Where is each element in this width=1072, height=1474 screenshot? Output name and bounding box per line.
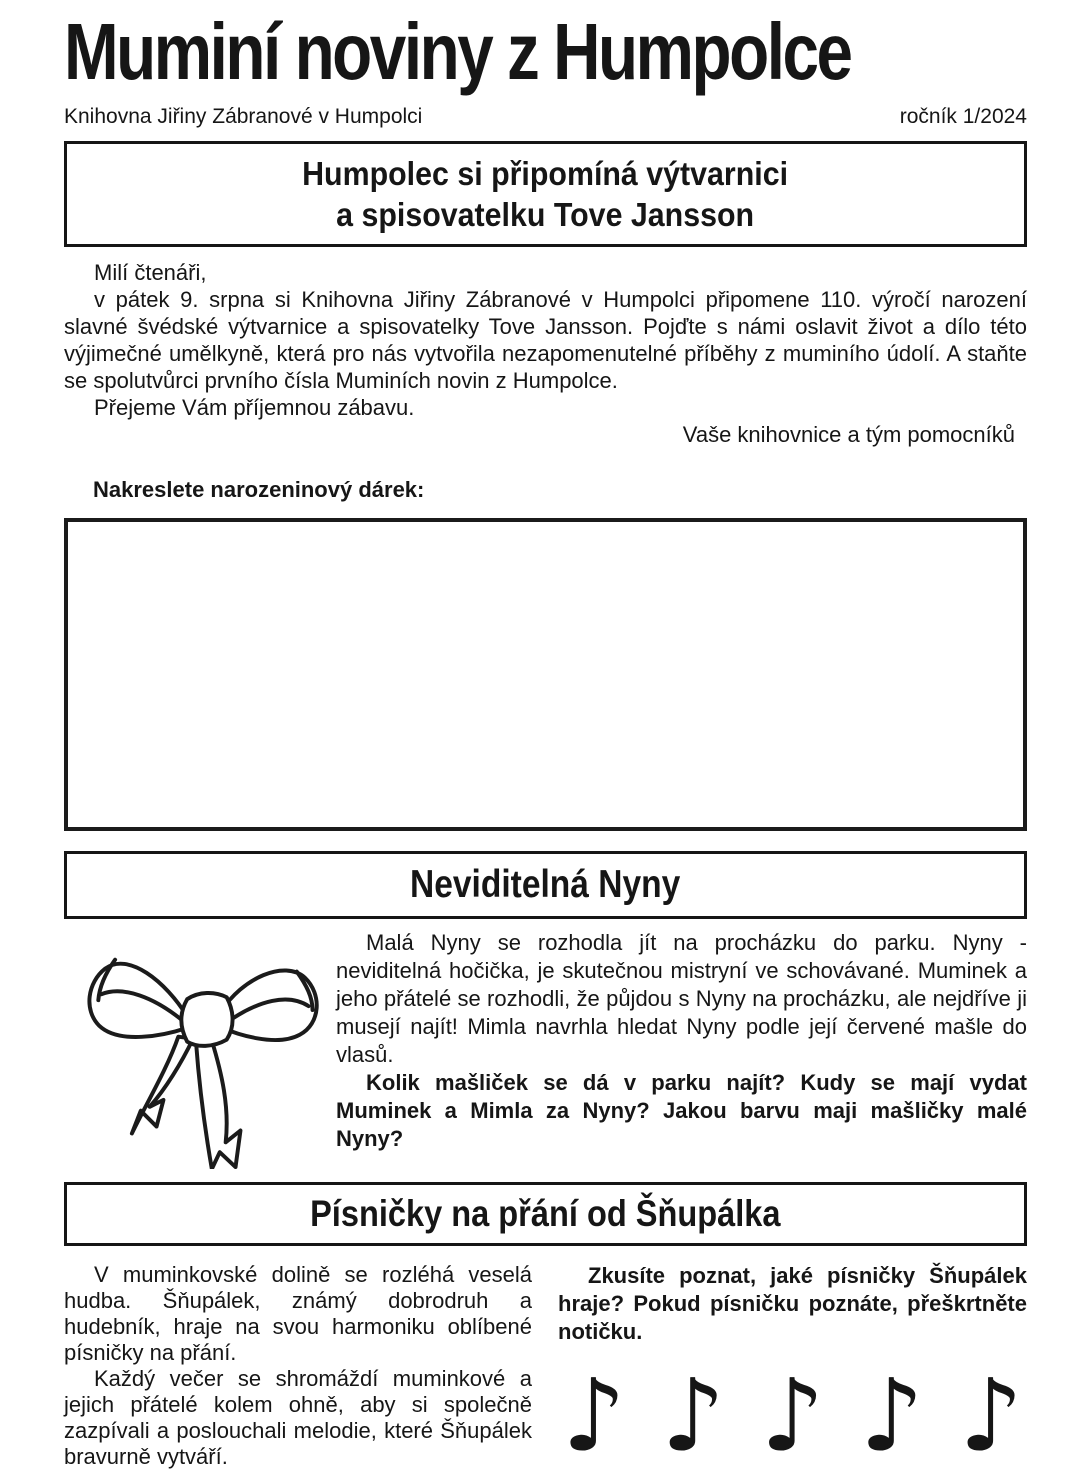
article3-columns	[64, 1262, 1027, 1474]
publisher-name: Knihovna Jiřiny Zábranové v Humpolci	[64, 105, 423, 128]
article1-closing: Přejeme Vám příjemnou zábavu.	[94, 395, 415, 420]
article2-headline-box	[64, 851, 1027, 919]
issue-number: ročník 1/2024	[899, 105, 1027, 128]
music-note-icon: ♪	[562, 1357, 626, 1474]
article3-headline: Písničky na přání od Šňupálka	[310, 1193, 781, 1234]
article3-question: Zkusíte poznat, jaké písničky Šňupálek hraje? Pokud písničku poznáte, přeškrtněte notičku.	[558, 1263, 1027, 1344]
article1-headline-line1: Humpolec si připomíná výtvarnici	[302, 155, 789, 192]
music-notes-row	[558, 1357, 1027, 1474]
article2-content	[64, 929, 1027, 1174]
masthead-subtitle-row	[64, 105, 1027, 129]
article1-salutation: Milí čtenáři,	[94, 260, 207, 285]
article2-headline: Neviditelná Nyny	[410, 863, 681, 906]
music-note-icon: ♪	[859, 1357, 924, 1474]
article2-text-column	[336, 929, 1027, 1174]
music-note-icon: ♪	[760, 1357, 825, 1474]
draw-prompt-label: Nakreslete narozeninový dárek:	[93, 477, 425, 502]
article1-signature: Vaše knihovnice a tým pomocníků	[682, 422, 1015, 447]
music-note-icon: ♪	[661, 1357, 726, 1474]
article3-left-column	[64, 1262, 532, 1470]
music-note-icon: ♪	[959, 1357, 1023, 1474]
article1-paragraph: v pátek 9. srpna si Knihovna Jiřiny Zábranové v Humpolci připomene 110. výročí narození slavné švédské výtvarnice a spisovatelky Tove Jansson. Pojďte s námi oslavit život a dílo této výjimečné umělkyně, která pro nás vytvořila nezapomenutelné příběhy z muminího údolí. A staňte se spolutvůrci prvního čísla Muminích novin z Humpolce.	[64, 287, 1027, 393]
drawing-area-box	[64, 518, 1027, 831]
article3-left-paragraph2: Každý večer se shromáždí muminkové a jejich přátelé kolem ohně, aby si společně zazpívali a poslouchali melodie, které Šňupálek bravurně vytváří.	[64, 1366, 532, 1469]
article1-body	[64, 259, 1027, 448]
article3-right-column	[558, 1262, 1027, 1474]
article2-question: Kolik mašliček se dá v parku najít? Kudy se mají vydat Muminek a Mimla za Nyny? Jakou barvu maji mašličky malé Nyny?	[336, 1070, 1027, 1151]
article2-paragraph: Malá Nyny se rozhodla jít na procházku do parku. Nyny - neviditelná hočička, je skutečnou mistryní ve schovávané. Muminek a jeho přátelé se rozhodli, že půjdou s Nyny na procházku, ale nejdříve ji musejí najít! Mimla navrhla hledat Nyny podle její červené mašle do vlasů.	[336, 930, 1027, 1067]
ribbon-bow-icon	[76, 937, 324, 1169]
ribbon-bow-illustration	[64, 929, 336, 1174]
article3-headline-box	[64, 1182, 1027, 1246]
article3-left-paragraph1: V muminkovské dolině se rozléhá veselá hudba. Šňupálek, známý dobrodruh a hudebník, hraje na svou harmoniku oblíbené písničky na přání.	[64, 1262, 532, 1365]
article1-headline-box	[64, 141, 1027, 247]
newsletter-title: Muminí noviny z Humpolce	[64, 7, 851, 96]
article1-headline-line2: a spisovatelku Tove Jansson	[336, 196, 755, 233]
